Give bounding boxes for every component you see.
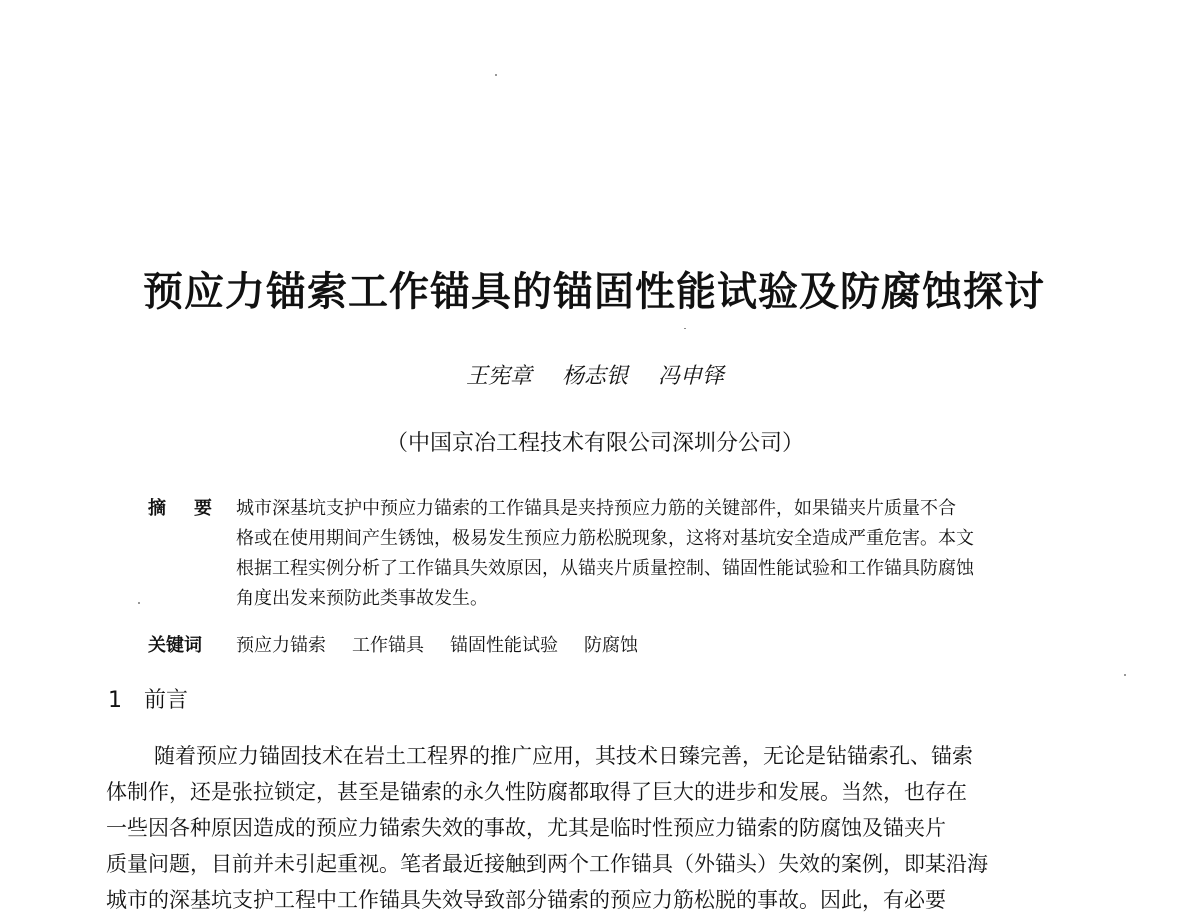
author-name: 冯申铎 xyxy=(658,364,725,389)
author-affiliation: （中国京冶工程技术有限公司深圳分公司） xyxy=(385,431,804,456)
abstract-line: 根据工程实例分析了工作锚具失效原因，从锚夹片质量控制、锚固性能试验和工作锚具防腐蚀 xyxy=(236,558,974,579)
keywords-list xyxy=(236,631,664,661)
paper-title: 预应力锚索工作锚具的锚固性能试验及防腐蚀探讨 xyxy=(143,269,1045,315)
abstract-label: 摘要 xyxy=(148,498,240,519)
section-number: 1 xyxy=(108,688,122,713)
keywords-label: 关键词 xyxy=(148,635,202,656)
abstract-line: 格或在使用期间产生锈蚀，极易发生预应力筋松脱现象，这将对基坑安全造成严重危害。本文 xyxy=(236,528,974,549)
keyword: 工作锚具 xyxy=(352,635,424,656)
body-line: 一些因各种原因造成的预应力锚索失效的事故，尤其是临时性预应力锚索的防腐蚀及锚夹片 xyxy=(106,816,946,840)
scan-speck xyxy=(138,602,140,604)
keyword: 锚固性能试验 xyxy=(450,635,558,656)
abstract-text xyxy=(236,494,1096,614)
body-line: 随着预应力锚固技术在岩土工程界的推广应用，其技术日臻完善，无论是钻锚索孔、锚索 xyxy=(154,744,973,768)
scan-speck xyxy=(1124,674,1126,676)
section-heading: 前言 xyxy=(144,688,189,713)
author-list xyxy=(0,362,1190,392)
body-line: 质量问题，目前并未引起重视。笔者最近接触到两个工作锚具（外锚头）失效的案例，即某沿海 xyxy=(106,852,988,876)
abstract-line: 城市深基坑支护中预应力锚索的工作锚具是夹持预应力筋的关键部件，如果锚夹片质量不合 xyxy=(236,498,956,519)
body-text xyxy=(106,738,1086,918)
scan-speck xyxy=(684,328,686,329)
body-line: 体制作，还是张拉锁定，甚至是锚索的永久性防腐都取得了巨大的进步和发展。当然，也存在 xyxy=(106,780,967,804)
author-name: 王宪章 xyxy=(465,364,532,389)
scan-speck xyxy=(495,74,497,76)
keyword: 预应力锚索 xyxy=(236,635,326,656)
abstract-line: 角度出发来预防此类事故发生。 xyxy=(236,588,488,609)
author-name: 杨志银 xyxy=(561,364,628,389)
keyword: 防腐蚀 xyxy=(584,635,638,656)
body-line: 城市的深基坑支护工程中工作锚具失效导致部分锚索的预应力筋松脱的事故。因此，有必要 xyxy=(106,888,946,912)
